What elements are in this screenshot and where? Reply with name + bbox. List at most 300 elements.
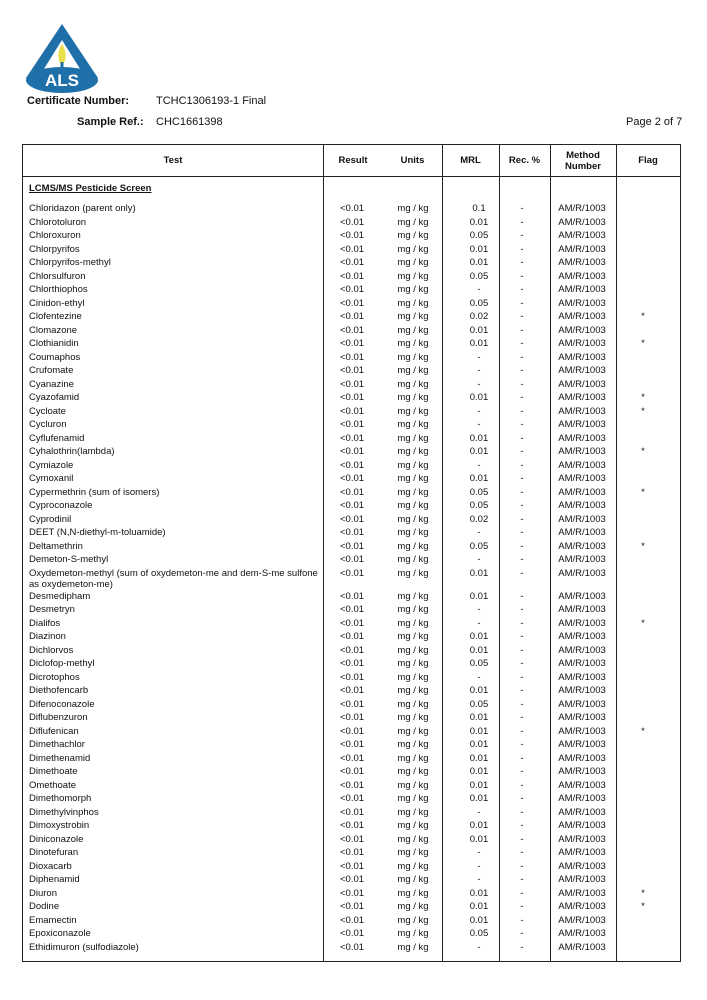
cell-method: AM/R/1003 <box>558 725 606 737</box>
cell-method: AM/R/1003 <box>558 324 606 336</box>
cell-units: mg / kg <box>397 419 429 430</box>
sample-label: Sample Ref.: <box>77 116 144 128</box>
cell-result: <0.01 <box>340 270 365 282</box>
cell-method: AM/R/1003 <box>558 644 606 656</box>
cell-mrl: 0.01 <box>469 820 489 831</box>
cell-units: mg / kg <box>397 725 429 737</box>
cell-test: Cymoxanil <box>29 473 74 484</box>
cell-rec: - <box>520 257 524 268</box>
cell-test: Dimethachlor <box>29 739 85 750</box>
cell-test: Diflubenzuron <box>29 712 88 723</box>
als-logo-graphic <box>24 22 100 94</box>
cell-mrl: 0.01 <box>469 793 489 804</box>
cell-units: mg / kg <box>397 243 429 255</box>
cell-result: <0.01 <box>340 806 365 818</box>
cell-method: AM/R/1003 <box>558 914 606 926</box>
cell-rec: - <box>520 392 524 403</box>
cell-method: AM/R/1003 <box>558 617 606 629</box>
cell-test: Diniconazole <box>29 833 84 845</box>
cell-units: mg / kg <box>397 658 429 669</box>
cell-mrl: 0.01 <box>469 338 489 349</box>
cell-test: Dicrotophos <box>29 671 80 683</box>
cell-units: mg / kg <box>397 604 429 615</box>
cell-test: Cyazofamid <box>29 392 80 403</box>
cell-method: AM/R/1003 <box>558 752 606 764</box>
cell-method: AM/R/1003 <box>558 527 606 538</box>
cell-mrl: 0.01 <box>469 752 489 764</box>
cell-method: AM/R/1003 <box>558 928 606 939</box>
cell-result: <0.01 <box>340 378 365 390</box>
cell-units: mg / kg <box>397 297 429 309</box>
cell-test: Chloroxuron <box>29 230 81 241</box>
column-divider <box>616 145 617 961</box>
cell-mrl: 0.01 <box>469 712 489 723</box>
cell-rec: - <box>520 378 524 390</box>
col-units-header: Units <box>400 155 425 166</box>
cell-units: mg / kg <box>397 554 429 565</box>
cell-test: Diethofencarb <box>29 685 89 696</box>
cell-method: AM/R/1003 <box>558 392 606 403</box>
cell-method: AM/R/1003 <box>558 513 606 525</box>
cell-result: <0.01 <box>340 766 365 777</box>
cell-result: <0.01 <box>340 631 365 642</box>
cell-method: AM/R/1003 <box>558 887 606 899</box>
col-rec-header: Rec. % <box>508 155 541 166</box>
cell-result: <0.01 <box>340 230 365 241</box>
cell-test: Chlorthiophos <box>29 284 88 295</box>
cell-units: mg / kg <box>397 486 429 498</box>
cell-method: AM/R/1003 <box>558 270 606 282</box>
cell-test: Diflufenican <box>29 725 79 737</box>
cell-result: <0.01 <box>340 527 365 538</box>
cell-test: Dodine <box>29 901 60 912</box>
cell-units: mg / kg <box>397 766 429 777</box>
cell-method: AM/R/1003 <box>558 284 606 295</box>
cell-test: Desmedipham <box>29 590 91 602</box>
cell-rec: - <box>520 284 524 295</box>
cell-rec: - <box>520 203 524 214</box>
cell-mrl: - <box>477 860 481 872</box>
cell-units: mg / kg <box>397 513 429 525</box>
cell-mrl: 0.05 <box>469 540 489 552</box>
cell-method: AM/R/1003 <box>558 604 606 615</box>
cell-result: <0.01 <box>340 203 365 214</box>
cell-mrl: 0.01 <box>469 392 489 403</box>
cell-method: AM/R/1003 <box>558 874 606 885</box>
cell-units: mg / kg <box>397 203 429 214</box>
cell-test: Dinotefuran <box>29 847 79 858</box>
cell-method: AM/R/1003 <box>558 860 606 872</box>
cell-mrl: 0.01 <box>469 567 489 579</box>
cell-result: <0.01 <box>340 297 365 309</box>
cell-rec: - <box>520 725 524 737</box>
cell-rec: - <box>520 446 524 457</box>
cell-method: AM/R/1003 <box>558 554 606 565</box>
cell-method: AM/R/1003 <box>558 685 606 696</box>
cell-result: <0.01 <box>340 351 365 363</box>
cell-method: AM/R/1003 <box>558 243 606 255</box>
cell-units: mg / kg <box>397 365 429 376</box>
cell-units: mg / kg <box>397 752 429 764</box>
cell-rec: - <box>520 874 524 885</box>
cell-mrl: 0.05 <box>469 928 489 939</box>
cell-units: mg / kg <box>397 284 429 295</box>
cell-method: AM/R/1003 <box>558 779 606 791</box>
cell-result: <0.01 <box>340 658 365 669</box>
certificate-label: Certificate Number: <box>27 95 130 107</box>
cell-method: AM/R/1003 <box>558 473 606 484</box>
cell-test: Cymiazole <box>29 459 74 471</box>
cell-mrl: - <box>477 284 481 295</box>
cell-units: mg / kg <box>397 874 429 885</box>
cell-result: <0.01 <box>340 928 365 939</box>
cell-method: AM/R/1003 <box>558 311 606 322</box>
cell-rec: - <box>520 685 524 696</box>
cell-result: <0.01 <box>340 590 365 602</box>
cell-rec: - <box>520 739 524 750</box>
cell-units: mg / kg <box>397 833 429 845</box>
cell-method: AM/R/1003 <box>558 486 606 498</box>
cell-units: mg / kg <box>397 779 429 791</box>
cell-units: mg / kg <box>397 941 429 953</box>
cell-units: mg / kg <box>397 270 429 282</box>
cell-result: <0.01 <box>340 644 365 656</box>
cell-mrl: - <box>477 847 481 858</box>
cell-units: mg / kg <box>397 405 429 417</box>
cell-rec: - <box>520 230 524 241</box>
cell-mrl: 0.05 <box>469 270 489 282</box>
cell-test: Chlorotoluron <box>29 216 87 228</box>
col-method-header: Method Number <box>565 149 601 172</box>
cell-test: Cycluron <box>29 419 67 430</box>
cell-method: AM/R/1003 <box>558 405 606 417</box>
column-divider <box>550 145 551 961</box>
cell-mrl: 0.01 <box>469 739 489 750</box>
cell-test: Dimethoate <box>29 766 78 777</box>
cell-mrl: 0.01 <box>469 887 489 899</box>
cell-test: Dimethylvinphos <box>29 806 99 818</box>
cell-result: <0.01 <box>340 712 365 723</box>
cell-mrl: 0.01 <box>469 725 489 737</box>
cell-rec: - <box>520 793 524 804</box>
cell-rec: - <box>520 216 524 228</box>
cell-test: Ethidimuron (sulfodiazole) <box>29 941 139 953</box>
cell-mrl: 0.1 <box>472 203 486 214</box>
cell-mrl: 0.01 <box>469 766 489 777</box>
cell-result: <0.01 <box>340 365 365 376</box>
cell-rec: - <box>520 500 524 511</box>
cell-test: Dimethenamid <box>29 752 91 764</box>
cell-method: AM/R/1003 <box>558 338 606 349</box>
cell-method: AM/R/1003 <box>558 806 606 818</box>
cell-result: <0.01 <box>340 752 365 764</box>
cell-rec: - <box>520 486 524 498</box>
cell-test: Chlorpyrifos <box>29 243 80 255</box>
cell-test: Clomazone <box>29 324 78 336</box>
cell-result: <0.01 <box>340 486 365 498</box>
cell-rec: - <box>520 860 524 872</box>
cell-mrl: - <box>477 365 481 376</box>
cell-method: AM/R/1003 <box>558 739 606 750</box>
sample-row <box>0 116 707 130</box>
cell-result: <0.01 <box>340 311 365 322</box>
cell-result: <0.01 <box>340 419 365 430</box>
cell-result: <0.01 <box>340 860 365 872</box>
cell-result: <0.01 <box>340 901 365 912</box>
cell-method: AM/R/1003 <box>558 658 606 669</box>
cell-mrl: 0.01 <box>469 631 489 642</box>
cell-method: AM/R/1003 <box>558 820 606 831</box>
cell-units: mg / kg <box>397 793 429 804</box>
cell-mrl: - <box>477 671 481 683</box>
cell-test: Diuron <box>29 887 57 899</box>
cell-units: mg / kg <box>397 446 429 457</box>
cell-result: <0.01 <box>340 473 365 484</box>
cell-rec: - <box>520 928 524 939</box>
col-mrl-header: MRL <box>460 155 481 166</box>
cell-test: Emamectin <box>29 914 77 926</box>
cell-units: mg / kg <box>397 216 429 228</box>
cell-mrl: - <box>477 617 481 629</box>
cell-result: <0.01 <box>340 833 365 845</box>
cell-units: mg / kg <box>397 392 429 403</box>
cell-mrl: 0.01 <box>469 914 489 926</box>
cell-result: <0.01 <box>340 698 365 710</box>
cell-rec: - <box>520 779 524 791</box>
cell-rec: - <box>520 513 524 525</box>
page-number: Page 2 of 7 <box>626 116 683 128</box>
cell-mrl: - <box>477 806 481 818</box>
cell-flag: * <box>641 405 645 417</box>
cell-units: mg / kg <box>397 527 429 538</box>
cell-rec: - <box>520 806 524 818</box>
cell-method: AM/R/1003 <box>558 833 606 845</box>
cell-method: AM/R/1003 <box>558 419 606 430</box>
cell-result: <0.01 <box>340 739 365 750</box>
cell-rec: - <box>520 712 524 723</box>
cell-method: AM/R/1003 <box>558 203 606 214</box>
cell-method: AM/R/1003 <box>558 712 606 723</box>
cell-rec: - <box>520 338 524 349</box>
cell-units: mg / kg <box>397 671 429 683</box>
cell-mrl: - <box>477 378 481 390</box>
cell-mrl: 0.01 <box>469 590 489 602</box>
cell-rec: - <box>520 473 524 484</box>
cell-mrl: 0.01 <box>469 685 489 696</box>
cell-result: <0.01 <box>340 914 365 926</box>
cell-test: Dichlorvos <box>29 644 74 656</box>
cell-mrl: 0.01 <box>469 243 489 255</box>
cell-method: AM/R/1003 <box>558 446 606 457</box>
cell-test: Cycloate <box>29 405 66 417</box>
cell-mrl: 0.05 <box>469 500 489 511</box>
cell-flag: * <box>641 887 645 899</box>
cell-rec: - <box>520 698 524 710</box>
cell-method: AM/R/1003 <box>558 901 606 912</box>
cell-rec: - <box>520 567 524 579</box>
cell-test: Diclofop-methyl <box>29 658 95 669</box>
cell-units: mg / kg <box>397 324 429 336</box>
cell-units: mg / kg <box>397 739 429 750</box>
cell-result: <0.01 <box>340 257 365 268</box>
cell-units: mg / kg <box>397 631 429 642</box>
cell-test: Cinidon-ethyl <box>29 297 85 309</box>
als-logo-text: ALS <box>45 71 79 90</box>
cell-flag: * <box>641 725 645 737</box>
cell-mrl: 0.01 <box>469 901 489 912</box>
cell-method: AM/R/1003 <box>558 459 606 471</box>
cell-mrl: - <box>477 351 481 363</box>
cell-units: mg / kg <box>397 685 429 696</box>
cell-test: Cyflufenamid <box>29 432 85 444</box>
cell-test: Diazinon <box>29 631 66 642</box>
cell-result: <0.01 <box>340 793 365 804</box>
cell-mrl: - <box>477 419 481 430</box>
cell-rec: - <box>520 297 524 309</box>
cell-test: Oxydemeton-methyl (sum of oxydemeton-me and dem-S-me sulfone as oxydemeton-me) <box>29 567 318 590</box>
cell-test: Cyprodinil <box>29 513 72 525</box>
results-table <box>22 144 681 962</box>
cell-units: mg / kg <box>397 698 429 710</box>
cell-test: Deltamethrin <box>29 540 83 552</box>
cell-mrl: 0.02 <box>469 311 489 322</box>
cell-units: mg / kg <box>397 847 429 858</box>
cell-test: Cyanazine <box>29 378 74 390</box>
cell-rec: - <box>520 527 524 538</box>
section-title: LCMS/MS Pesticide Screen <box>29 183 152 194</box>
cell-flag: * <box>641 617 645 629</box>
cell-method: AM/R/1003 <box>558 793 606 804</box>
cell-rec: - <box>520 432 524 444</box>
cell-units: mg / kg <box>397 473 429 484</box>
cell-method: AM/R/1003 <box>558 216 606 228</box>
als-logo <box>24 22 100 94</box>
cell-result: <0.01 <box>340 887 365 899</box>
cell-test: Clothianidin <box>29 338 79 349</box>
cell-mrl: - <box>477 554 481 565</box>
cell-mrl: 0.01 <box>469 216 489 228</box>
cell-rec: - <box>520 752 524 764</box>
cell-method: AM/R/1003 <box>558 432 606 444</box>
cell-flag: * <box>641 540 645 552</box>
cell-test: Chloridazon (parent only) <box>29 203 136 214</box>
cell-rec: - <box>520 644 524 656</box>
cell-method: AM/R/1003 <box>558 297 606 309</box>
cell-mrl: - <box>477 405 481 417</box>
cell-rec: - <box>520 658 524 669</box>
cell-units: mg / kg <box>397 928 429 939</box>
cell-flag: * <box>641 901 645 912</box>
cell-result: <0.01 <box>340 725 365 737</box>
cell-rec: - <box>520 833 524 845</box>
cell-rec: - <box>520 766 524 777</box>
cell-rec: - <box>520 617 524 629</box>
cell-method: AM/R/1003 <box>558 540 606 552</box>
cell-result: <0.01 <box>340 392 365 403</box>
cell-method: AM/R/1003 <box>558 378 606 390</box>
cell-mrl: 0.01 <box>469 257 489 268</box>
cell-rec: - <box>520 590 524 602</box>
cell-method: AM/R/1003 <box>558 698 606 710</box>
cell-test: Diphenamid <box>29 874 80 885</box>
cell-result: <0.01 <box>340 847 365 858</box>
cell-units: mg / kg <box>397 378 429 390</box>
cell-result: <0.01 <box>340 500 365 511</box>
cell-result: <0.01 <box>340 446 365 457</box>
cell-mrl: 0.05 <box>469 698 489 710</box>
cell-units: mg / kg <box>397 540 429 552</box>
cell-method: AM/R/1003 <box>558 590 606 602</box>
cell-mrl: 0.01 <box>469 833 489 845</box>
cell-result: <0.01 <box>340 459 365 471</box>
cell-rec: - <box>520 604 524 615</box>
cell-test: Dimethomorph <box>29 793 92 804</box>
cell-rec: - <box>520 914 524 926</box>
sample-value: CHC1661398 <box>156 116 223 128</box>
cell-units: mg / kg <box>397 617 429 629</box>
cell-method: AM/R/1003 <box>558 847 606 858</box>
cell-rec: - <box>520 459 524 471</box>
certificate-value: TCHC1306193-1 Final <box>156 95 267 107</box>
cell-rec: - <box>520 270 524 282</box>
cell-test: Coumaphos <box>29 351 81 363</box>
cell-rec: - <box>520 243 524 255</box>
cell-test: Cypermethrin (sum of isomers) <box>29 486 160 498</box>
cell-units: mg / kg <box>397 230 429 241</box>
cell-mrl: 0.05 <box>469 297 489 309</box>
col-flag-header: Flag <box>638 155 658 166</box>
cell-rec: - <box>520 901 524 912</box>
cell-result: <0.01 <box>340 338 365 349</box>
cell-result: <0.01 <box>340 604 365 615</box>
cell-test: Demeton-S-methyl <box>29 554 109 565</box>
col-result-header: Result <box>338 155 368 166</box>
cell-result: <0.01 <box>340 685 365 696</box>
cell-result: <0.01 <box>340 432 365 444</box>
cell-result: <0.01 <box>340 874 365 885</box>
cell-method: AM/R/1003 <box>558 365 606 376</box>
cell-units: mg / kg <box>397 432 429 444</box>
cell-mrl: 0.01 <box>469 446 489 457</box>
cell-test: DEET (N,N-diethyl-m-toluamide) <box>29 527 166 538</box>
cell-method: AM/R/1003 <box>558 671 606 683</box>
cell-method: AM/R/1003 <box>558 257 606 268</box>
cell-mrl: 0.05 <box>469 486 489 498</box>
cell-units: mg / kg <box>397 500 429 511</box>
cell-units: mg / kg <box>397 590 429 602</box>
cell-test: Epoxiconazole <box>29 928 91 939</box>
cell-mrl: 0.01 <box>469 324 489 336</box>
cell-mrl: - <box>477 459 481 471</box>
cell-test: Dioxacarb <box>29 860 72 872</box>
cell-units: mg / kg <box>397 644 429 656</box>
cell-method: AM/R/1003 <box>558 766 606 777</box>
cell-method: AM/R/1003 <box>558 230 606 241</box>
cell-result: <0.01 <box>340 284 365 295</box>
cell-test: Chlorsulfuron <box>29 270 86 282</box>
cell-rec: - <box>520 847 524 858</box>
cell-units: mg / kg <box>397 351 429 363</box>
cell-test: Cyproconazole <box>29 500 93 511</box>
cell-result: <0.01 <box>340 405 365 417</box>
table-header <box>23 145 680 177</box>
certificate-row <box>0 95 707 109</box>
cell-rec: - <box>520 365 524 376</box>
cell-rec: - <box>520 351 524 363</box>
cell-units: mg / kg <box>397 901 429 912</box>
cell-flag: * <box>641 446 645 457</box>
cell-rec: - <box>520 324 524 336</box>
